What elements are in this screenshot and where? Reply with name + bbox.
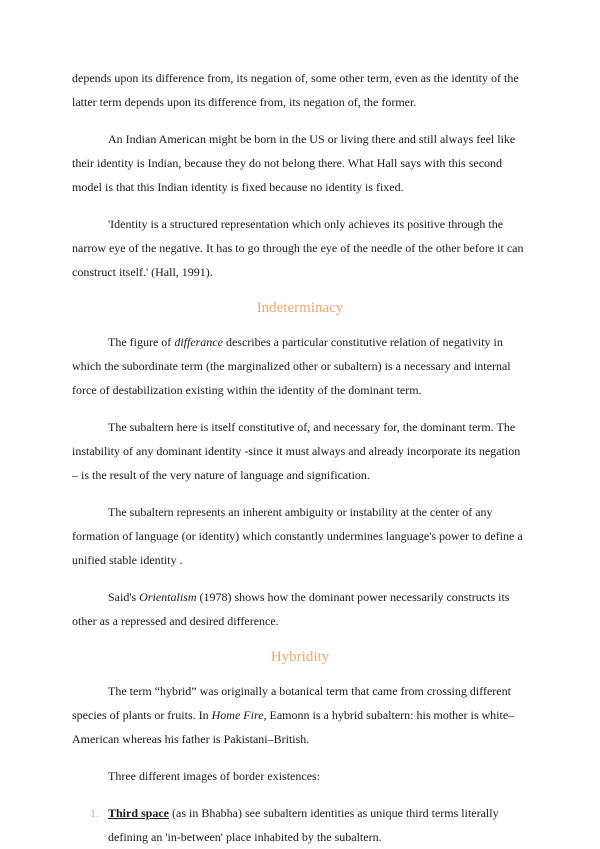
text-fragment: Eamonn is a hybrid subaltern: his mother is white–American whereas his father is Pakistani–British.	[72, 708, 515, 746]
text-fragment: describes a particular constitutive relation of negativity in which the subordinate term (the marginalized other or subaltern) is a necessary and internal force of destabilization existing within the identity of the dominant term.	[72, 335, 511, 397]
paragraph-differance	[72, 330, 528, 402]
list-item-term: Third space	[108, 806, 170, 820]
paragraph-subaltern-ambiguity: The subaltern represents an inherent ambiguity or instability at the center of any formation of language (or identity) which constantly undermines language's power to define a unified stable identity .	[72, 505, 523, 567]
paragraph-indian-american: An Indian American might be born in the US or living there and still always feel like their identity is Indian, because they do not belong there. What Hall says with this second model is that this Indian identity is fixed because no identity is fixed.	[72, 132, 516, 194]
heading-hybridity: Hybridity	[270, 649, 330, 665]
list-item-number: 1.	[90, 806, 99, 820]
paragraph-hybrid-term	[72, 679, 528, 751]
paragraph-orientalism	[72, 585, 528, 633]
list-item	[72, 801, 528, 849]
emphasis-orientalism: Orientalism	[139, 590, 197, 604]
emphasis-home-fire: Home Fire,	[211, 708, 267, 722]
paragraph-hall-quote: 'Identity is a structured representation which only achieves its positive through the narrow eye of the negative. It has to go through the eye of the needle of the other before it can construct itself.' (Hall, 1991).	[72, 217, 524, 279]
text-fragment: Said's	[108, 590, 140, 604]
list-item-text: (as in Bhabha) see subaltern identities as unique third terms literally defining an 'in-between' place inhabited by the subaltern.	[108, 806, 499, 844]
text-fragment: (1978) shows how the dominant power necessarily constructs its other as a repressed and desired difference.	[72, 590, 510, 628]
paragraph-subaltern-constitutive: The subaltern here is itself constitutive of, and necessary for, the dominant term. The instability of any dominant identity -since it must always and already incorporate its negation – is the result of the very nature of language and signification.	[72, 420, 521, 482]
document-page	[72, 66, 528, 849]
emphasis-differance: differance	[174, 335, 223, 349]
border-existences-list	[72, 801, 528, 849]
text-fragment: The figure of	[108, 335, 175, 349]
paragraph-border-existences: Three different images of border existences:	[108, 769, 321, 783]
paragraph-continuation: depends upon its difference from, its negation of, some other term, even as the identity of the latter term depends upon its difference from, its negation of, the former.	[72, 71, 519, 109]
heading-indeterminacy: Indeterminacy	[256, 300, 344, 316]
text-fragment: The term “hybrid” was originally a botanical term that came from crossing different species of plants or fruits. In	[72, 684, 511, 722]
